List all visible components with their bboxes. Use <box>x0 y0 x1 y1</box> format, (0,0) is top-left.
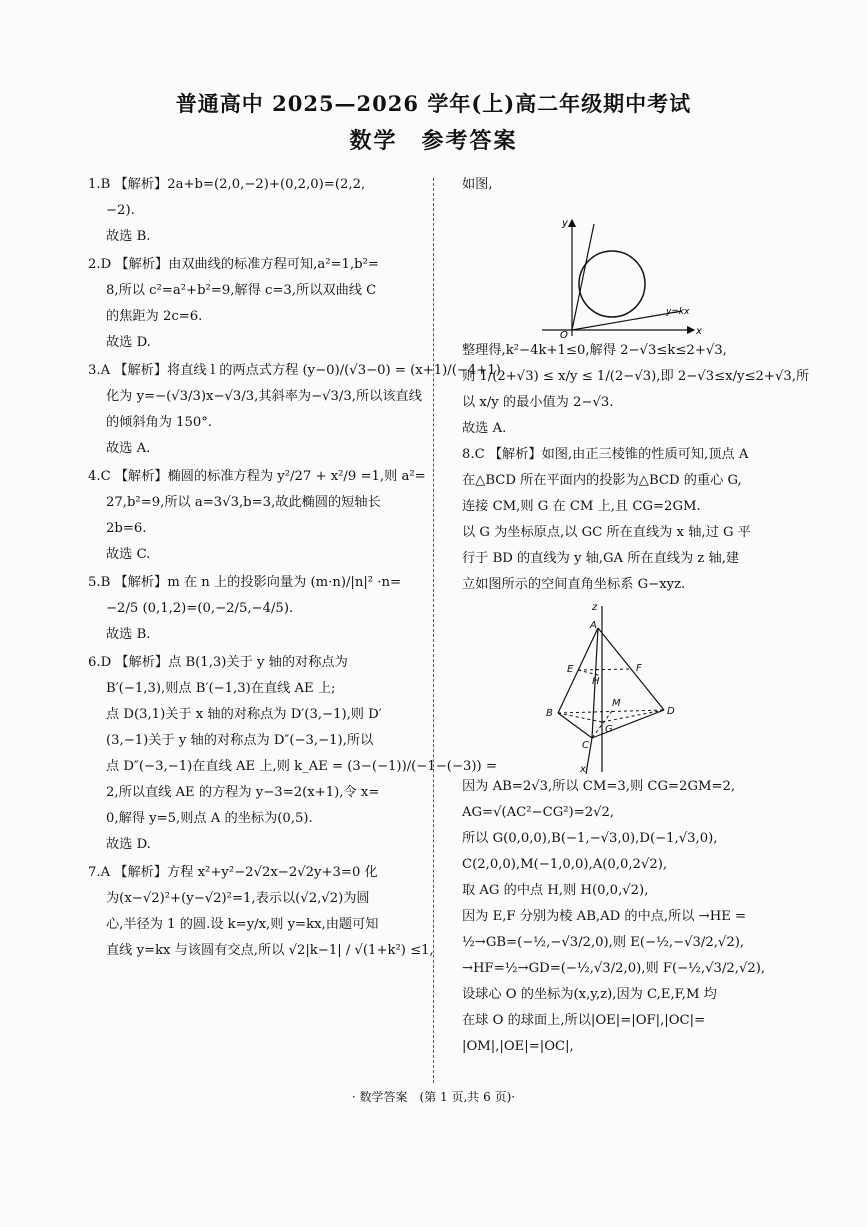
answer-line: AG=√(AC²−CG²)=2√2, <box>462 805 615 820</box>
exam-title: 普通高中 2025—2026 学年(上)高二年级期中考试 <box>175 91 692 116</box>
label-G: G <box>605 724 613 735</box>
line-label: y=kx <box>666 307 690 317</box>
answer-line: 为(x−√2)²+(y−√2)²=1,表示以(√2,√2)为圆 <box>106 891 370 906</box>
answer-line: 3.A 【解析】将直线 l 的两点式方程 (y−0)/(√3−0) = (x+1)/(−4+1) <box>88 363 501 378</box>
answer-line: 2b=6. <box>106 521 147 536</box>
answer-item-6 <box>88 650 497 858</box>
label-B: B <box>546 708 553 719</box>
answer-line: 点 D(3,1)关于 x 轴的对称点为 D′(3,−1),则 D′ <box>106 707 382 722</box>
answer-line: 因为 AB=2√3,所以 CM=3,则 CG=2GM=2, <box>462 779 736 794</box>
label-C: C <box>582 740 589 751</box>
answer-line: 在球 O 的球面上,所以|OE|=|OF|,|OC|= <box>462 1013 706 1028</box>
answer-line: 5.B 【解析】m 在 n 上的投影向量为 (m·n)/|n|² ·n= <box>88 575 401 590</box>
label-M: M <box>612 698 621 709</box>
answer-line: 8,所以 c²=a²+b²=9,解得 c=3,所以双曲线 C <box>106 283 377 298</box>
answer-line: 立如图所示的空间直角坐标系 G−xyz. <box>462 577 686 592</box>
answer-line: 则 1/(2+√3) ≤ x/y ≤ 1/(2−√3),即 2−√3≤x/y≤2+√3,所 <box>462 369 810 384</box>
answer-line: (3,−1)关于 y 轴的对称点为 D″(−3,−1),所以 <box>106 733 374 748</box>
label-D: D <box>667 706 675 717</box>
answer-line: 27,b²=9,所以 a=3√3,b=3,故此椭圆的短轴长 <box>106 495 381 510</box>
answer-line: 因为 E,F 分别为棱 AB,AD 的中点,所以 →HE = <box>462 909 747 924</box>
answer-line: 0,解得 y=5,则点 A 的坐标为(0,5). <box>106 811 313 826</box>
label-E: E <box>567 664 574 675</box>
answer-line: 8.C 【解析】如图,由正三棱锥的性质可知,顶点 A <box>462 447 749 462</box>
answer-line: 点 D″(−3,−1)在直线 AE 上,则 k_AE = (3−(−1))/(−1−(−3)) = <box>106 759 497 774</box>
right-text-mid <box>462 338 810 598</box>
edge-BC <box>558 713 592 738</box>
tangent-line-steep <box>572 224 594 330</box>
circle <box>579 251 645 317</box>
answer-line: 取 AG 的中点 H,则 H(0,0,√2), <box>462 883 649 898</box>
segment-EF <box>578 669 632 670</box>
origin-label: O <box>560 330 568 338</box>
page-footer: · 数学答案 (第 1 页,共 6 页)· <box>351 1090 516 1104</box>
answer-line: 的焦距为 2c=6. <box>106 309 203 324</box>
answer-line: 在△BCD 所在平面内的投影为△BCD 的重心 G, <box>462 473 742 488</box>
figure-circle-line <box>462 198 782 338</box>
edge-CD <box>592 710 664 738</box>
answer-line: −2). <box>106 203 135 218</box>
answer-line: 故选 C. <box>106 547 151 562</box>
answer-line: 以 x/y 的最小值为 2−√3. <box>462 395 614 410</box>
answer-line: |OM|,|OE|=|OC|, <box>462 1039 574 1054</box>
answer-line: 整理得,k²−4k+1≤0,解得 2−√3≤k≤2+√3, <box>462 343 727 358</box>
answer-line: −2/5 (0,1,2)=(0,−2/5,−4/5). <box>106 601 294 616</box>
answer-line: 以 G 为坐标原点,以 GC 所在直线为 x 轴,过 G 平 <box>462 525 751 540</box>
answer-line: 的倾斜角为 150°. <box>106 415 213 430</box>
answer-line: 4.C 【解析】椭圆的标准方程为 y²/27 + x²/9 =1,则 a²= <box>88 469 426 484</box>
answer-line: 1.B 【解析】2a+b=(2,0,−2)+(0,2,0)=(2,2, <box>88 177 366 192</box>
answer-line: B′(−1,3),则点 B′(−1,3)在直线 AE 上; <box>106 681 336 696</box>
axis-y-label: y <box>562 218 568 229</box>
answer-line: ½→GB=(−½,−√3/2,0),则 E(−½,−√3/2,√2), <box>462 935 745 950</box>
answer-line: C(2,0,0),M(−1,0,0),A(0,0,2√2), <box>462 857 668 872</box>
answer-line: 故选 A. <box>462 421 507 436</box>
answer-line: 化为 y=−(√3/3)x−√3/3,其斜率为−√3/3,所以该直线 <box>106 389 422 404</box>
answer-line: 故选 D. <box>106 335 151 350</box>
answer-line: 设球心 O 的坐标为(x,y,z),因为 C,E,F,M 均 <box>462 987 717 1002</box>
fig1-intro: 如图, <box>462 177 493 192</box>
answer-item-5 <box>88 570 421 648</box>
exam-subtitle: 数学 参考答案 <box>349 128 518 154</box>
label-F: F <box>636 663 642 674</box>
answer-line: 故选 B. <box>106 627 151 642</box>
circle-line-diagram <box>462 198 782 338</box>
label-A: A <box>590 620 597 631</box>
figure-tetrahedron <box>462 598 782 774</box>
answer-item-2 <box>88 252 421 356</box>
tetrahedron-diagram <box>462 598 782 774</box>
answer-line: 7.A 【解析】方程 x²+y²−2√2x−2√2y+3=0 化 <box>88 865 378 880</box>
answer-item-1 <box>88 172 421 250</box>
answer-item-3 <box>88 358 501 462</box>
answer-line: 6.D 【解析】点 B(1,3)关于 y 轴的对称点为 <box>88 655 348 670</box>
answer-line: 故选 D. <box>106 837 151 852</box>
answer-item-4 <box>88 464 426 568</box>
answer-line: 直线 y=kx 与该圆有交点,所以 √2|k−1| / √(1+k²) ≤1, <box>106 943 434 958</box>
answer-line: 2,所以直线 AE 的方程为 y−3=2(x+1),令 x= <box>106 785 380 800</box>
answer-line: →HF=½→GD=(−½,√3/2,0),则 F(−½,√3/2,√2), <box>462 961 766 976</box>
answer-line: 连接 CM,则 G 在 CM 上,且 CG=2GM. <box>462 499 701 514</box>
edge-AD <box>598 628 664 710</box>
label-x: x <box>580 764 586 774</box>
axis-x-label: x <box>696 326 702 337</box>
answer-line: 2.D 【解析】由双曲线的标准方程可知,a²=1,b²= <box>88 257 379 272</box>
answer-item-7 <box>88 860 434 964</box>
answer-line: 行于 BD 的直线为 y 轴,GA 所在直线为 z 轴,建 <box>462 551 740 566</box>
answer-line: 故选 A. <box>106 441 151 456</box>
right-column <box>462 172 810 1060</box>
label-z: z <box>592 602 598 613</box>
answer-line: 故选 B. <box>106 229 151 244</box>
right-text-bottom <box>462 774 782 1060</box>
answer-line: 心,半径为 1 的圆.设 k=y/x,则 y=kx,由题可知 <box>106 917 379 932</box>
answer-line: 所以 G(0,0,0),B(−1,−√3,0),D(−1,√3,0), <box>462 831 718 846</box>
label-H: H <box>592 676 600 687</box>
